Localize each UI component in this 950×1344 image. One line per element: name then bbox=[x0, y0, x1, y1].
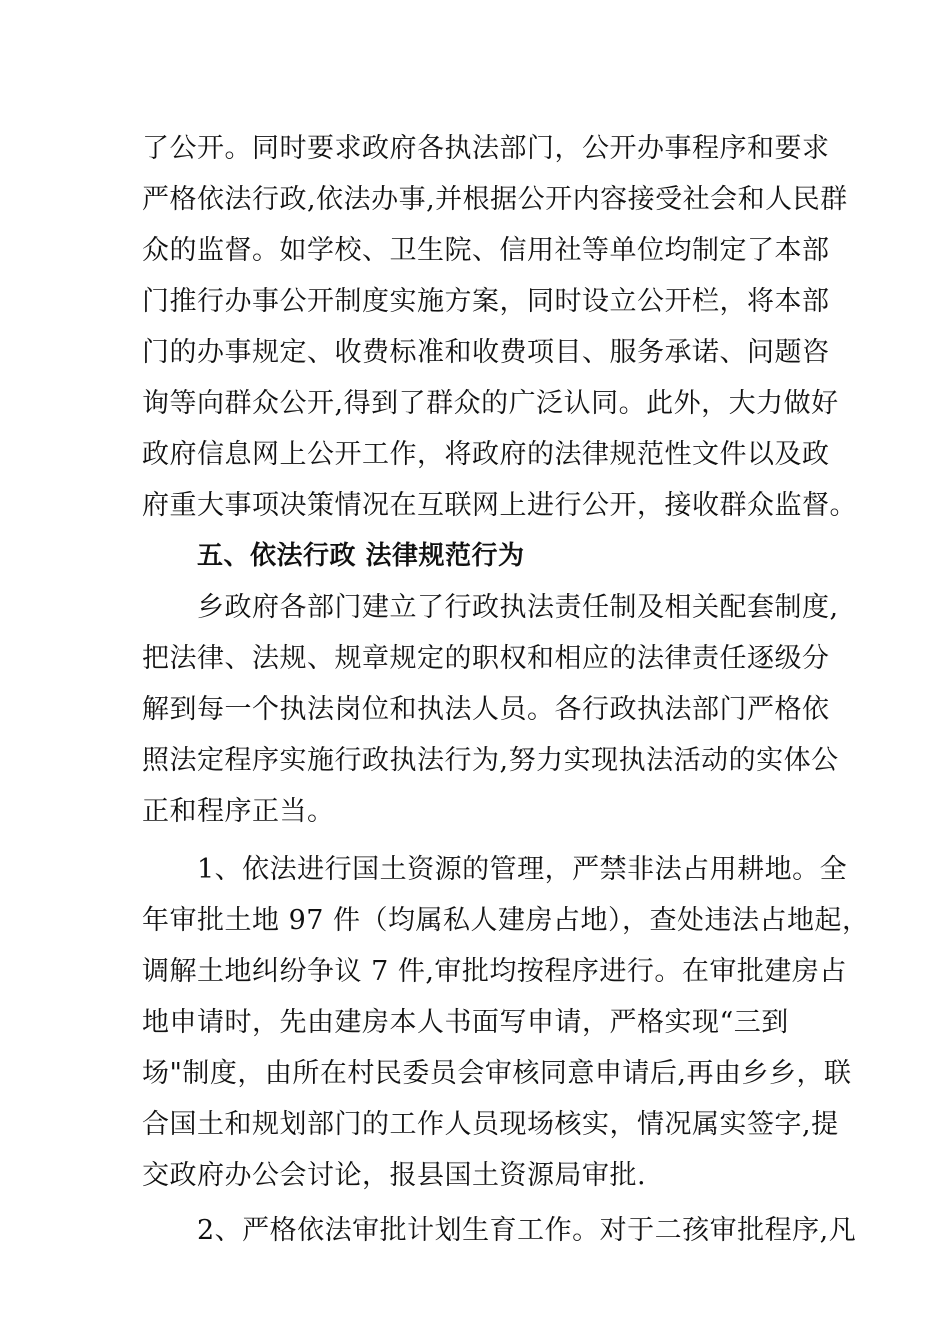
paragraph-line: 场"制度，由所在村民委员会审核同意申请后,再由乡乡，联 bbox=[142, 1058, 852, 1089]
paragraph-line: 2、严格依法审批计划生育工作。对于二孩审批程序,凡 bbox=[197, 1215, 857, 1246]
paragraph-responsibility-system bbox=[142, 582, 839, 837]
paragraph-line: 把法律、法规、规章规定的职权和相应的法律责任逐级分 bbox=[142, 643, 830, 674]
paragraph-land-management bbox=[142, 844, 870, 1201]
paragraph-line: 合国土和规划部门的工作人员现场核实，情况属实签字,提 bbox=[142, 1109, 839, 1140]
paragraph-line: 门的办事规定、收费标准和收费项目、服务承诺、问题咨 bbox=[142, 337, 830, 368]
paragraph-line: 询等向群众公开,得到了群众的广泛认同。此外，大力做好 bbox=[142, 388, 839, 419]
paragraph-line: 照法定程序实施行政执法行为,努力实现执法活动的实体公 bbox=[142, 745, 839, 776]
paragraph-line: 政府信息网上公开工作，将政府的法律规范性文件以及政 bbox=[142, 439, 830, 470]
paragraph-family-planning bbox=[142, 1205, 857, 1256]
paragraph-line: 门推行办事公开制度实施方案，同时设立公开栏，将本部 bbox=[142, 286, 830, 317]
document-body bbox=[142, 123, 870, 1256]
paragraph-line: 众的监督。如学校、卫生院、信用社等单位均制定了本部 bbox=[142, 235, 830, 266]
paragraph-line: 府重大事项决策情况在互联网上进行公开，接收群众监督。 bbox=[142, 490, 857, 521]
paragraph-line: 调解土地纠纷争议 7 件,审批均按程序进行。在审批建房占 bbox=[142, 956, 847, 987]
paragraph-line: 地申请时，先由建房本人书面写申请，严格实现“三到 bbox=[142, 1007, 789, 1038]
section-heading: 五、依法行政 法律规范行为 bbox=[197, 541, 525, 571]
paragraph-line: 1、依法进行国土资源的管理，严禁非法占用耕地。全 bbox=[197, 854, 848, 885]
paragraph-line: 乡政府各部门建立了行政执法责任制及相关配套制度, bbox=[197, 592, 839, 623]
paragraph-line: 解到每一个执法岗位和执法人员。各行政执法部门严格依 bbox=[142, 694, 830, 725]
paragraph-line: 年审批土地 97 件（均属私人建房占地），查处违法占地起， bbox=[142, 905, 870, 936]
paragraph-line: 了公开。同时要求政府各执法部门，公开办事程序和要求 bbox=[142, 133, 830, 164]
paragraph-line: 交政府办公会讨论，报县国土资源局审批. bbox=[142, 1160, 647, 1191]
paragraph-public-disclosure bbox=[142, 123, 857, 531]
paragraph-line: 正和程序正当。 bbox=[142, 796, 335, 827]
paragraph-line: 严格依法行政,依法办事,并根据公开内容接受社会和人民群 bbox=[142, 184, 848, 215]
